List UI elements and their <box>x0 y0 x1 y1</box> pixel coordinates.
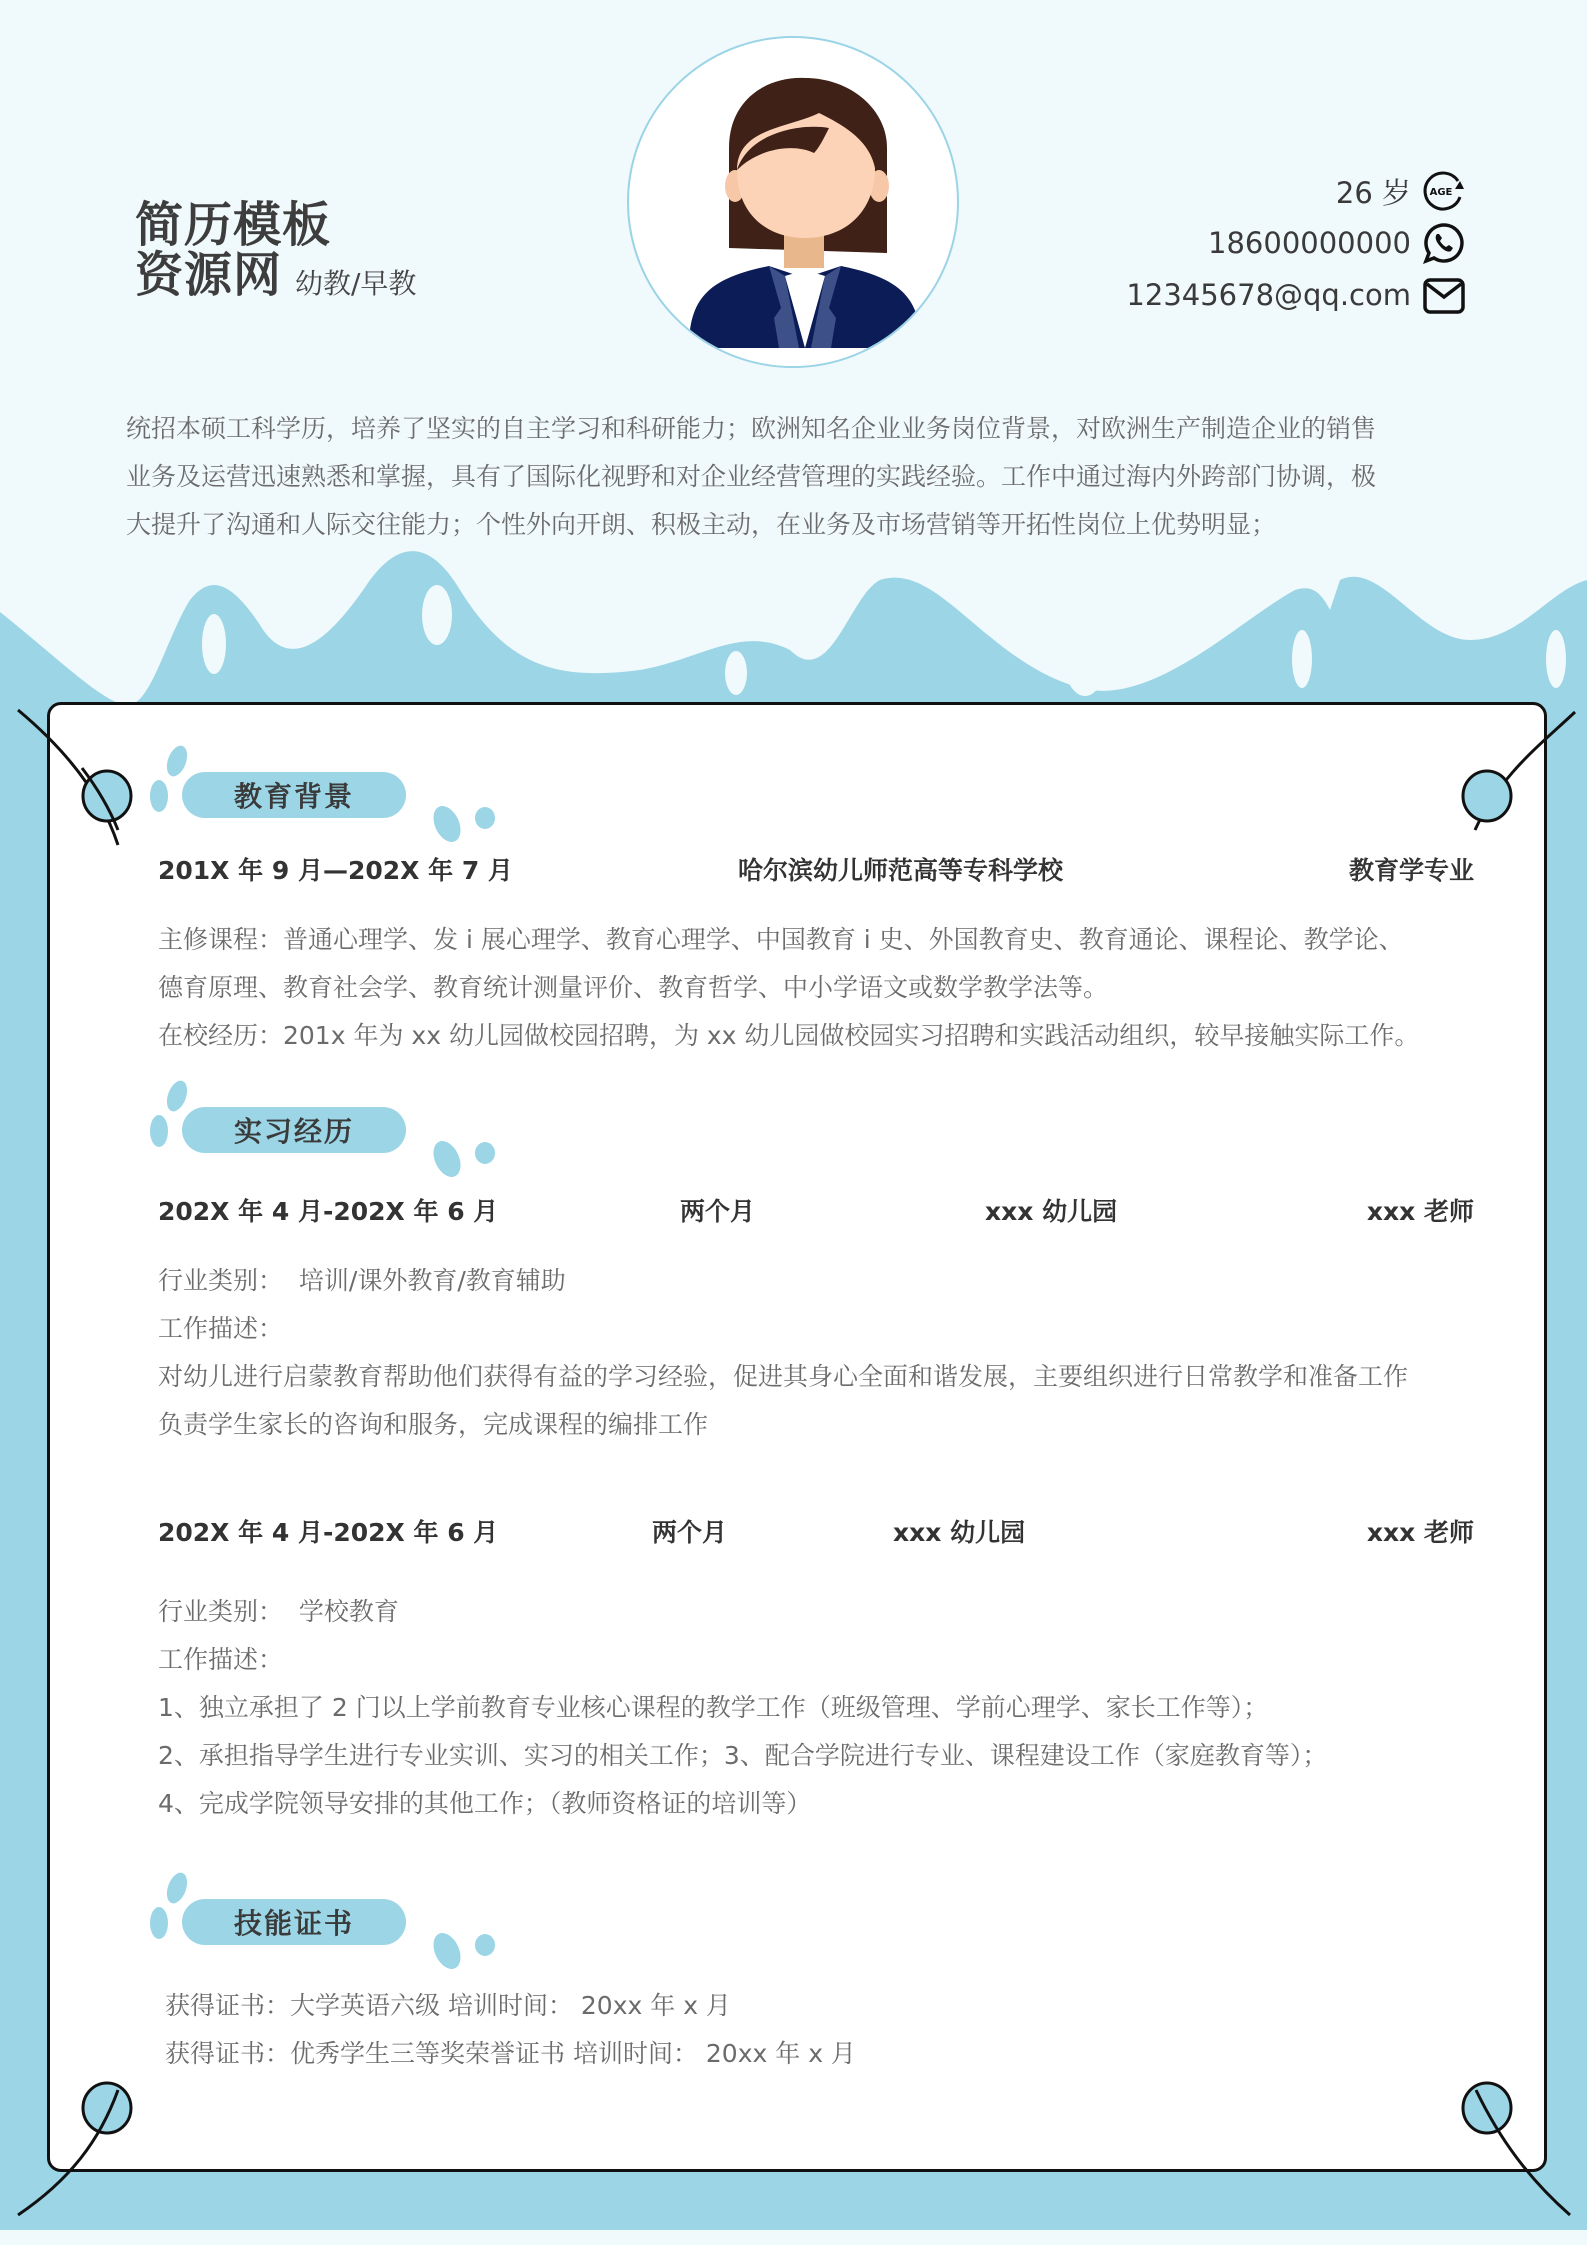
bubble-decoration <box>163 1078 191 1114</box>
contact-info <box>1126 165 1467 321</box>
intern2-role: xxx 老师 <box>1366 1518 1474 1547</box>
bubble-decoration <box>150 780 168 812</box>
bubble-decoration <box>475 1142 495 1164</box>
bubble-decoration <box>150 1115 168 1147</box>
edu-detail-line: 德育原理、教育社会学、教育统计测量评价、教育哲学、中小学语文或数学教学法等。 <box>158 973 1109 1002</box>
skill-cert-line: 获得证书：优秀学生三等奖荣誉证书 培训时间： 20xx 年 x 月 <box>165 2039 856 2068</box>
age-icon <box>1421 168 1467 214</box>
age-value: 26 岁 <box>1335 175 1411 210</box>
intern2-desc-label: 工作描述： <box>158 1645 284 1674</box>
section-internship-heading <box>145 1080 545 1170</box>
bubble-decoration <box>163 743 191 779</box>
intern2-industry: 行业类别： 学校教育 <box>158 1597 399 1626</box>
summary-line: 统招本硕工科学历，培养了坚实的自主学习和科研能力；欧洲知名企业业务岗位背景，对欧洲生产制造企业的销售 <box>126 414 1377 443</box>
contact-age <box>1126 165 1467 217</box>
phone-value[interactable]: 18600000000 <box>1208 226 1411 260</box>
bubble-decoration <box>163 1870 191 1906</box>
summary-line: 业务及运营迅速熟悉和掌握，具有了国际化视野和对企业经营管理的实践经验。工作中通过海内外跨部门协调，极 <box>126 462 1377 491</box>
phone-icon <box>1421 220 1467 266</box>
intern2-org: xxx 幼儿园 <box>893 1518 1026 1547</box>
intern1-desc-label: 工作描述： <box>158 1314 284 1343</box>
edu-period: 201X 年 9 月—202X 年 7 月 <box>158 856 513 885</box>
edu-school: 哈尔滨幼儿师范高等专科学校 <box>738 856 1064 885</box>
intern2-duration: 两个月 <box>652 1518 728 1547</box>
section-title: 实习经历 <box>182 1107 406 1153</box>
intern1-role: xxx 老师 <box>1366 1197 1474 1226</box>
bubble-decoration <box>150 1907 168 1939</box>
section-title: 技能证书 <box>182 1899 406 1945</box>
edu-detail-line: 主修课程：普通心理学、发 i 展心理学、教育心理学、中国教育 i 史、外国教育史、教育通论、课程论、教学论、 <box>158 925 1404 954</box>
brand-title-line1: 简历模板 <box>135 197 332 253</box>
intern2-desc-line: 1、独立承担了 2 门以上学前教育专业核心课程的教学工作（班级管理、学前心理学、家长工作等）； <box>158 1693 1269 1722</box>
summary-line: 大提升了沟通和人际交往能力；个性外向开朗、积极主动，在业务及市场营销等开拓性岗位上优势明显； <box>126 510 1277 539</box>
intern2-period: 202X 年 4 月-202X 年 6 月 <box>158 1518 499 1547</box>
intern2-desc-line: 4、完成学院领导安排的其他工作；（教师资格证的培训等） <box>158 1789 812 1818</box>
skill-cert-line: 获得证书：大学英语六级 培训时间： 20xx 年 x 月 <box>165 1991 731 2020</box>
email-value[interactable]: 12345678@qq.com <box>1126 278 1411 312</box>
bubble-decoration <box>475 1934 495 1956</box>
section-education-heading <box>145 745 545 835</box>
intern1-org: xxx 幼儿园 <box>985 1197 1118 1226</box>
edu-major: 教育学专业 <box>1348 856 1474 885</box>
intern1-desc-line: 对幼儿进行启蒙教育帮助他们获得有益的学习经验，促进其身心全面和谐发展，主要组织进行日常教学和准备工作 <box>158 1362 1409 1391</box>
intern1-desc-line: 负责学生家长的咨询和服务，完成课程的编排工作 <box>158 1410 709 1439</box>
self-summary <box>126 405 1466 549</box>
intern1-duration: 两个月 <box>680 1197 756 1226</box>
brand-title-line2: 资源网 <box>135 247 283 303</box>
mail-icon <box>1421 272 1467 318</box>
bubble-decoration <box>475 807 495 829</box>
intern2-desc-line: 2、承担指导学生进行专业实训、实习的相关工作；3、配合学院进行专业、课程建设工作（家庭教育等）； <box>158 1741 1328 1770</box>
intern1-period: 202X 年 4 月-202X 年 6 月 <box>158 1197 499 1226</box>
section-title: 教育背景 <box>182 772 406 818</box>
contact-email <box>1126 269 1467 321</box>
avatar-illustration-icon <box>629 38 959 368</box>
contact-phone <box>1126 217 1467 269</box>
svg-text:AGE: AGE <box>1429 187 1453 198</box>
section-skills-heading <box>145 1872 545 1962</box>
edu-detail-line: 在校经历：201x 年为 xx 幼儿园做校园招聘，为 xx 幼儿园做校园实习招聘和实践活动组织，较早接触实际工作。 <box>158 1021 1420 1050</box>
job-intent: 幼教/早教 <box>295 267 417 300</box>
intern1-industry: 行业类别： 培训/课外教育/教育辅助 <box>158 1266 566 1295</box>
avatar <box>627 36 959 368</box>
